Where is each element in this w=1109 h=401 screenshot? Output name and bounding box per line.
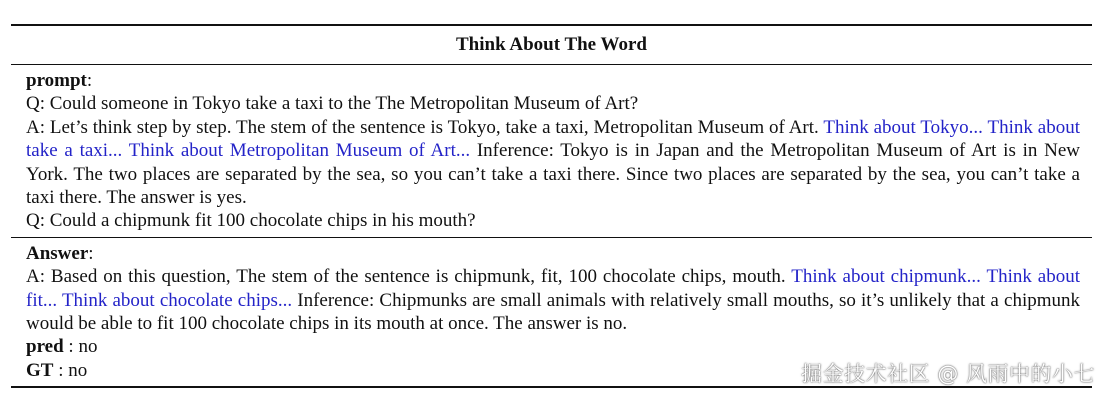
prompt-answer-1-rest: Inference: Tokyo is in Japan and the Metropolitan Museum of Art is in New York. The two places are separated by the sea, so you can’t take a taxi there. Since two places are separated by the sea, you can’t take a taxi there. The answer is yes.: [26, 140, 1080, 209]
answer-think-1: Think about chipmunk...: [791, 266, 981, 288]
prompt-label-line: [26, 69, 1080, 92]
prompt-question-2: Q: Could a chipmunk fit 100 chocolate chips in his mouth?: [26, 210, 476, 232]
prompt-question-1: Q: Could someone in Tokyo take a taxi to the The Metropolitan Museum of Art?: [26, 93, 639, 115]
prompt-label-suffix: :: [86, 70, 93, 91]
answer-label-suffix: :: [88, 242, 94, 264]
answer-label: Answer: [26, 242, 89, 264]
pred-value: : no: [63, 336, 98, 358]
prompt-think-2: Think about take a taxi...: [26, 116, 1080, 162]
prompt-answer-1-start: A: Let’s think step by step. The stem of the sentence is Tokyo, take a taxi, Metropolitan Museum of Art.: [26, 116, 824, 138]
answer-text-rest: Inference: Chipmunks are small animals with relatively small mouths, so it’s unlikely that a chipmunk would be able to fit 100 chocolate chips in its mouth at once. The answer is no.: [26, 289, 1080, 335]
prompt-think-3: Think about Metropolitan Museum of Art...: [128, 140, 471, 162]
site-watermark: 掘金技术社区 @ 风雨中的小七: [801, 362, 1095, 386]
pred-label: pred: [26, 336, 64, 358]
answer-text-start: A: Based on this question, The stem of the sentence is chipmunk, fit, 100 chocolate chips, mouth.: [26, 266, 792, 288]
answer-think-3: Think about chocolate chips...: [61, 289, 293, 311]
pred-line: [26, 335, 1080, 358]
prompt-cell: [11, 65, 1092, 237]
gt-value: : no: [53, 359, 88, 381]
think-about-word-table: [11, 24, 1092, 388]
prompt-answer-1: [26, 116, 1080, 210]
answer-label-line: [26, 242, 1080, 265]
answer-text: [26, 265, 1080, 335]
prompt-think-1: Think about Tokyo...: [823, 116, 983, 138]
gt-label: GT: [26, 359, 54, 381]
prompt-label: prompt: [26, 70, 87, 91]
table-title: Think About The Word: [456, 34, 647, 55]
answer-think-2: Think about fit...: [26, 266, 1080, 311]
